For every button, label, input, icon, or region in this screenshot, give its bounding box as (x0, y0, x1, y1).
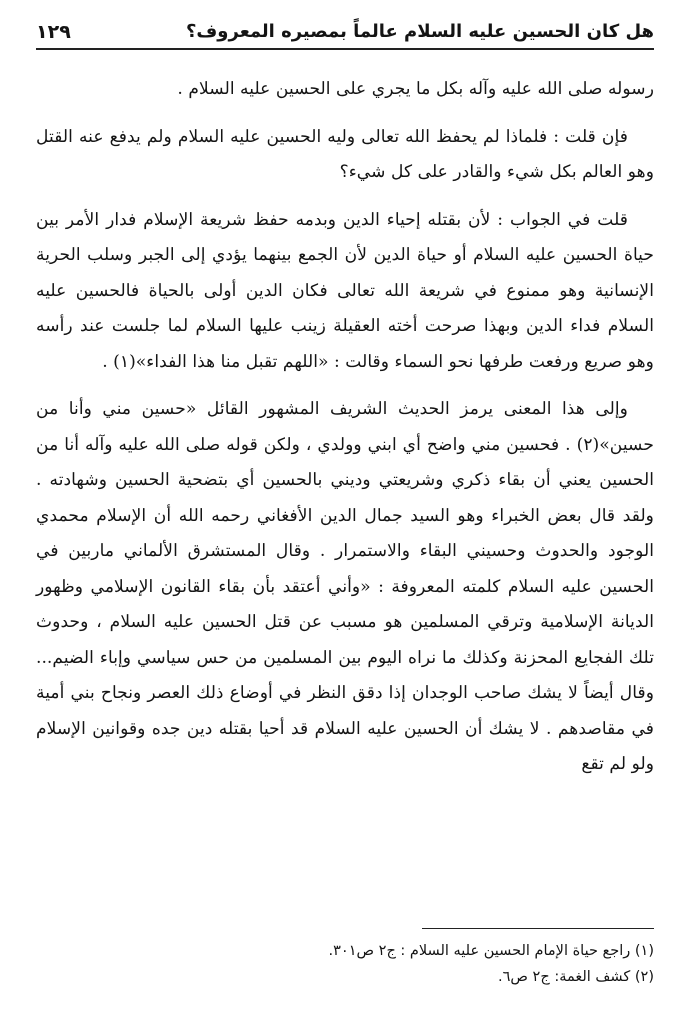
paragraph-answer: قلت في الجواب : لأن بقتله إحياء الدين وبدمه حفظ شريعة الإسلام فدار الأمر بين حياة الحسين عليه السلام أو حياة الدين لأن الجمع بينهما يؤدي إلى الجبر وسلب الحرية الإنسانية وهو ممنوع في شريعة الله تعالى فكان الدين أولى بالحياة فالحسين عليه السلام فداء الدين وبهذا صرحت أخته العقيلة زينب عليها السلام لما جلست عند رأسه وهو صريع ورفعت طرفها نحو السماء وقالت : «اللهم تقبل منا هذا الفداء»(١) . (36, 209, 654, 372)
footnote-2: (٢) كشف الغمة: ج٢ ص٦. (498, 969, 654, 985)
page-header (36, 18, 654, 50)
footnote-1: (١) راجع حياة الإمام الحسين عليه السلام : ج٢ ص٣٠١. (328, 943, 654, 959)
page-number: ١٢٩ (36, 21, 71, 43)
paragraph-hadith: وإلى هذا المعنى يرمز الحديث الشريف المشهور القائل «حسين مني وأنا من حسين»(٢) . فحسين مني واضح أي ابني وولدي ، ولكن قوله صلى الله عليه وآله أنا من الحسين يعني أن بقاء ذكري وشريعتي وديني بالحسين أي بتضحية الحسين وشهادته . ولقد قال بعض الخبراء وهو السيد جمال الدين الأفغاني رحمه الله أن الإسلام محمدي الوجود والحدوث وحسيني البقاء والاستمرار . وقال المستشرق الألماني ماربين في الحسين عليه السلام كلمته المعروفة : «وأني أعتقد بأن بقاء القانون الإسلامي وظهور الديانة الإسلامية وترقي المسلمين هو مسبب عن قتل الحسين عليه السلام ، وحدوث تلك الفجايع المحزنة وكذلك ما نراه اليوم بين المسلمين من حس سياسي وإباء الضيم... وقال أيضاً لا يشك صاحب الوجدان إذا دقق النظر في أوضاع ذلك العصر ونجاح بني أمية في مقاصدهم . لا يشك أن الحسين عليه السلام قد أحيا بقتله دين جده وقوانين الإسلام ولو لم تقع (36, 399, 654, 774)
body-text (36, 72, 654, 795)
footnote-divider (422, 928, 654, 929)
footnotes (36, 938, 654, 990)
paragraph-question: فإن قلت : فلماذا لم يحفظ الله تعالى وليه الحسين عليه السلام ولم يدفع عنه القتل وهو العالم بكل شيء والقادر على كل شيء؟ (36, 126, 654, 182)
paragraph-continuation: رسوله صلى الله عليه وآله بكل ما يجري على الحسين عليه السلام . (177, 79, 654, 99)
running-title: هل كان الحسين عليه السلام عالماً بمصيره المعروف؟ (185, 21, 654, 42)
